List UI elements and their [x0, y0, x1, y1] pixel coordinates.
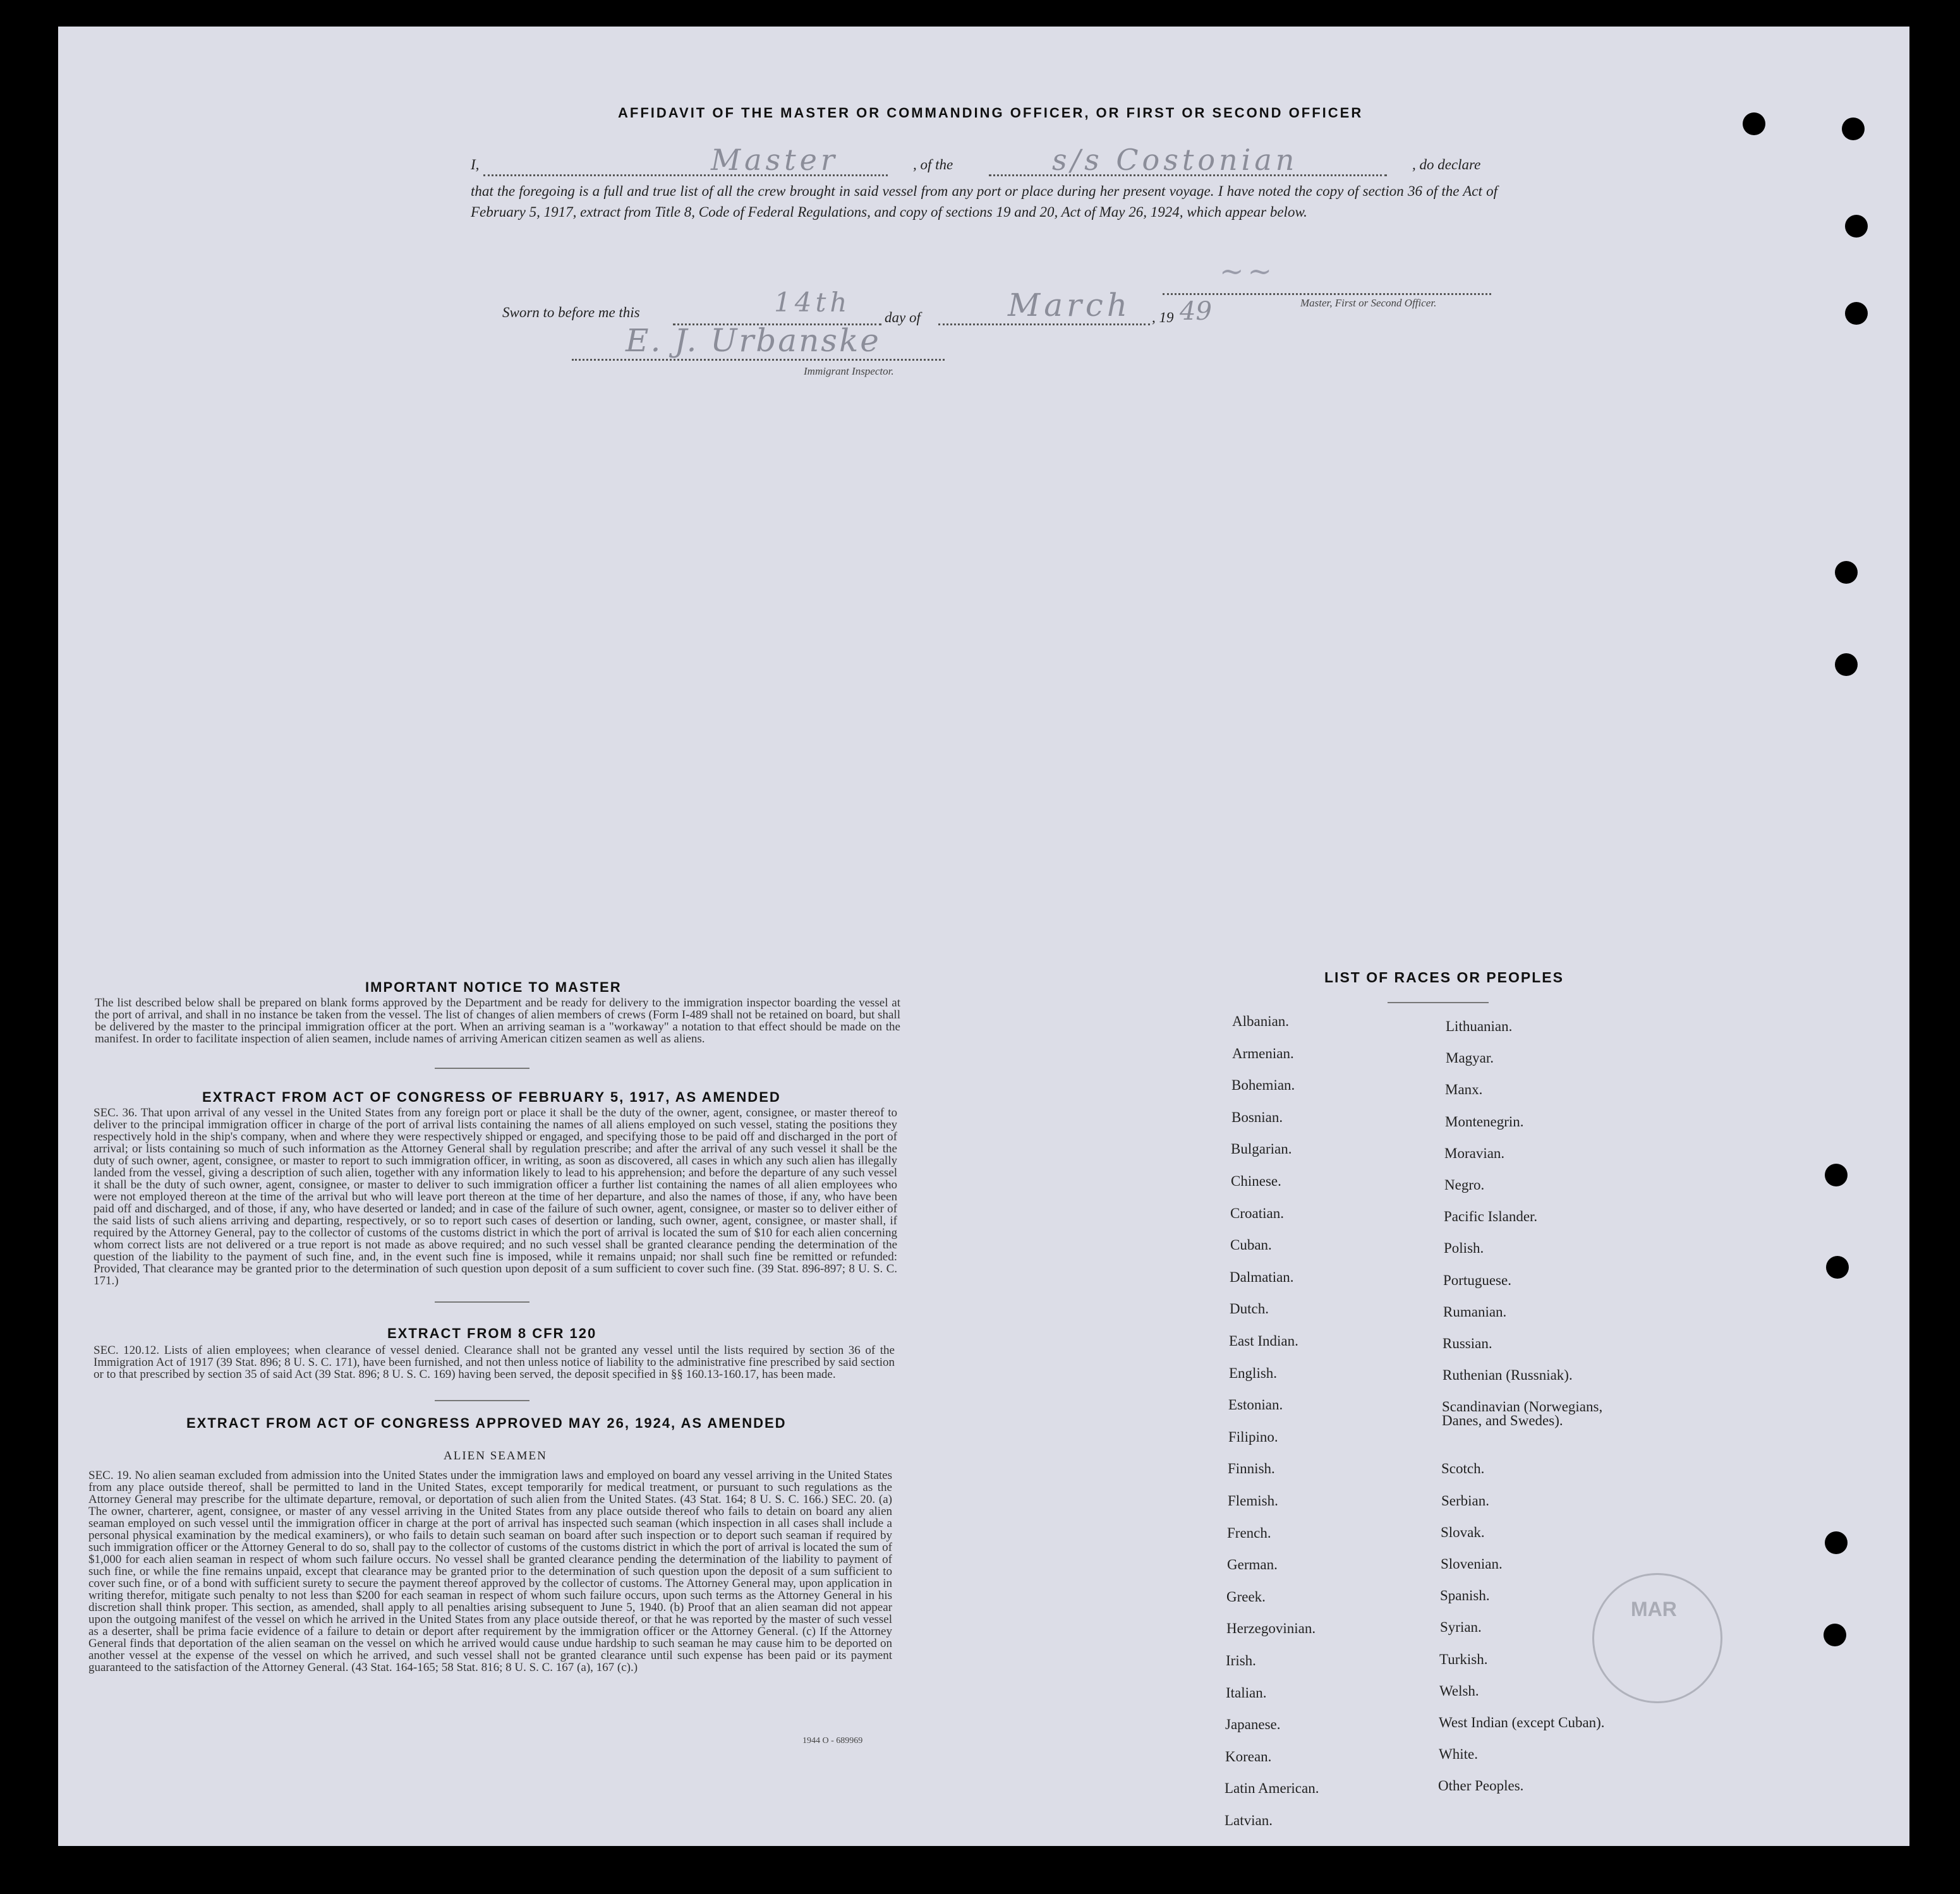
binder-hole — [1825, 1164, 1848, 1186]
year-prefix: , 19 — [1152, 310, 1174, 325]
race-item: Slovenian. — [1441, 1556, 1503, 1572]
binder-hole — [1743, 112, 1765, 135]
declaration-of-the: , of the — [913, 157, 953, 172]
divider — [1388, 1002, 1489, 1003]
extract-1924-title: EXTRACT FROM ACT OF CONGRESS APPROVED MAY 26, 1924, AS AMENDED — [186, 1415, 787, 1431]
race-item: Other Peoples. — [1438, 1778, 1524, 1794]
race-item: Polish. — [1444, 1240, 1484, 1257]
sworn-line — [502, 287, 1261, 336]
race-item: Scotch. — [1441, 1461, 1485, 1477]
race-item: Greek. — [1226, 1588, 1266, 1605]
notice-body: The list described below shall be prepared on blank forms approved by the Department and be ready for delivery to the immigration inspector boarding the vessel at the port of arrival, and shall in no instance be taken from the vessel. The list of changes of alien members of crews (Form I-489 shall not be retained on board, but shall be delivered by the master to the principal immigration officer at the port. When an arriving seaman is a "workaway" a notation to that effect should be made on the manifest. In order to facilitate inspection of alien seamen, include names of arriving American citizen seamen as well as aliens. — [95, 996, 900, 1046]
race-item: Negro. — [1444, 1177, 1485, 1193]
binder-hole — [1835, 561, 1858, 584]
race-item: Herzegovinian. — [1226, 1620, 1316, 1637]
race-item: Armenian. — [1232, 1045, 1294, 1061]
binder-hole — [1824, 1624, 1846, 1646]
race-item: Chinese. — [1231, 1173, 1281, 1189]
race-item: Portuguese. — [1443, 1272, 1511, 1288]
declaration-end: , do declare — [1412, 157, 1481, 172]
race-item: Lithuanian. — [1446, 1018, 1513, 1034]
race-item: Albanian. — [1232, 1013, 1290, 1029]
day-of-label: day of — [885, 310, 921, 325]
stamp-text: MAR — [1631, 1598, 1677, 1620]
race-item: Manx. — [1445, 1082, 1483, 1098]
divider — [435, 1301, 529, 1303]
divider — [435, 1068, 529, 1069]
race-item: Welsh. — [1439, 1682, 1479, 1699]
race-item: Estonian. — [1228, 1397, 1283, 1413]
race-item: English. — [1229, 1365, 1278, 1381]
binder-hole — [1835, 653, 1858, 676]
race-item: Japanese. — [1225, 1716, 1281, 1733]
race-item: Bosnian. — [1231, 1109, 1283, 1125]
binder-hole — [1826, 1256, 1849, 1279]
race-item: Moravian. — [1444, 1145, 1505, 1161]
extract-1924-subtitle: ALIEN SEAMEN — [444, 1449, 547, 1463]
race-item: Finnish. — [1228, 1461, 1275, 1477]
declaration-body: that the foregoing is a full and true list of all the crew brought in said vessel from any port or place during her present voyage. I have noted the copy of section 36 of the Act of February 5, 1917, extract from Title 8, Code of Federal Regulations, and copy of sections 19 and 20, Act of May 26, 1924, which appear below. — [471, 183, 1497, 220]
race-item: Turkish. — [1439, 1651, 1488, 1667]
extract-1917-body: SEC. 36. That upon arrival of any vessel in the United States from any foreign port or place it shall be the duty of the owner, agent, consignee, or master thereof to deliver to the principal immigration officer in charge of the port of arrival lists containing the names of all aliens employed on such vessel, stating the positions they respectively hold in the ship's company, when and where they were respectively shipped or engaged, and specifying those to be paid off and discharged in the port of arrival; or lists containing so much of such information as the Attorney General shall by regulation prescribe; and after the arrival of any such vessel it shall be the duty of such owner, agent, consignee, or master to report to such immigration officer, in writing, as soon as discovered, all cases in which any such alien has illegally landed from the vessel, giving a description of such alien, together with any information likely to lead to his apprehension; and before the departure of any such vessel it shall be the duty of such owner, agent, consignee, or master to deliver to such immigration officer a further list containing the names of all alien employees who were not employed thereon at the time of the arrival but who will leave port thereon at the time of her departure, and also the names of those, if any, who have been paid off and discharged, and of those, if any, who have deserted or landed; and in case of the failure of such owner, agent, consignee, or master so to deliver either of the said lists of such aliens arriving and departing, respectively, or so to report such cases of desertion or landing, such owner, agent, consignee, or master shall, if required by the Attorney General, pay to the collector of customs of the customs district in which the port of arrival is located the sum of $10 for each alien concerning whom correct lists are not delivered or a true report is not made as above required; and no such vessel shall be granted clearance pending the determination of the question of the liability to the payment of such fine, and, in the event such fine is imposed, while it remains unpaid; nor shall such fine be remitted or refunded: Provided, That clearance may be granted prior to the determination of such question upon deposit of a sum sufficient to cover such fine. (39 Stat. 896-897; 8 U. S. C. 171.) — [94, 1106, 897, 1288]
race-item: Latin American. — [1225, 1780, 1319, 1797]
notice-title: IMPORTANT NOTICE TO MASTER — [365, 979, 622, 995]
race-item: Flemish. — [1228, 1493, 1278, 1509]
binder-hole — [1845, 302, 1868, 325]
handwritten-inspector: E. J. Urbanske — [626, 322, 881, 359]
binder-hole — [1845, 215, 1868, 238]
handwritten-month: March — [1008, 287, 1132, 323]
handwritten-day: 14th — [774, 287, 851, 318]
race-item: Magyar. — [1446, 1050, 1494, 1066]
races-title: LIST OF RACES OR PEOPLES — [1324, 969, 1564, 986]
declaration-prefix: I, — [471, 157, 480, 172]
race-item: Syrian. — [1440, 1619, 1482, 1636]
race-item: Korean. — [1225, 1748, 1272, 1764]
inspector-label: Immigrant Inspector. — [804, 365, 894, 377]
handwritten-year: 49 — [1180, 297, 1212, 326]
race-item: Rumanian. — [1443, 1303, 1507, 1320]
extract-1917-title: EXTRACT FROM ACT OF CONGRESS OF FEBRUARY 5, 1917, AS AMENDED — [202, 1089, 781, 1105]
race-item: Danes, and Swedes). — [1442, 1413, 1563, 1429]
race-item: Italian. — [1226, 1684, 1267, 1701]
race-item: Ruthenian (Russniak). — [1443, 1367, 1573, 1384]
handwritten-signature: ~~ — [1219, 254, 1276, 288]
race-item: Dalmatian. — [1230, 1269, 1294, 1285]
handwritten-vessel: s/s Costonian — [1052, 143, 1298, 177]
handwritten-name: Master — [711, 143, 838, 177]
race-item: Latvian. — [1225, 1813, 1273, 1828]
race-item: Irish. — [1226, 1653, 1256, 1668]
declaration-line — [471, 143, 1501, 182]
race-item: French. — [1227, 1524, 1271, 1541]
race-item: Cuban. — [1230, 1237, 1272, 1253]
race-item: German. — [1227, 1557, 1278, 1573]
sworn-label: Sworn to before me this — [502, 305, 640, 320]
race-item: East Indian. — [1229, 1333, 1298, 1349]
race-item: White. — [1439, 1746, 1478, 1763]
race-item: Slovak. — [1441, 1524, 1485, 1540]
race-item: Montenegrin. — [1445, 1113, 1524, 1130]
race-item: Dutch. — [1230, 1301, 1269, 1317]
extract-cfr-body: SEC. 120.12. Lists of alien employees; when clearance of vessel denied. Clearance shall not be granted any vessel until the lists required by section 36 of the Immigration Act of 1917 (39 Stat. 896; 8 U. S. C. 171), have been furnished, and not then unless notice of liability to the administrative fine prescribed by said section or to that prescribed by section 35 of said Act (39 Stat. 896; 8 U. S. C. 169) having been served, the deposit specified in §§ 160.13-160.17, has been made. — [94, 1344, 895, 1381]
race-item: West Indian (except Cuban). — [1439, 1715, 1605, 1730]
print-code: 1944 O - 689969 — [802, 1736, 863, 1746]
binder-hole — [1842, 118, 1865, 140]
race-item: Croatian. — [1230, 1205, 1284, 1221]
month-blank — [938, 323, 1150, 325]
race-item: Scandinavian (Norwegians, — [1442, 1399, 1603, 1415]
extract-cfr-title: EXTRACT FROM 8 CFR 120 — [387, 1325, 597, 1341]
race-item: Serbian. — [1441, 1492, 1490, 1509]
postmark-stamp — [1592, 1573, 1722, 1703]
race-item: Bulgarian. — [1231, 1141, 1292, 1157]
affidavit-title: AFFIDAVIT OF THE MASTER OR COMMANDING OFFICER, OR FIRST OR SECOND OFFICER — [618, 105, 1364, 121]
divider — [435, 1400, 529, 1401]
binder-hole — [1825, 1531, 1848, 1554]
extract-1924-body: SEC. 19. No alien seaman excluded from admission into the United States under the immigration laws and employed on board any vessel arriving in the United States from any place outside thereof, shall be permitted to land in the United States, except temporarily for medical treatment, or pursuant to such regulations as the Attorney General may prescribe for the ultimate departure, removal, or deportation of such alien from the United States. (43 Stat. 164; 8 U. S. C. 166.) SEC. 20. (a) The owner, charterer, agent, consignee, or master of any vessel arriving in the United States from any place outside thereof who fails to detain on board any alien seaman employed on such vessel until the immigration officer in charge at the port of arrival has inspected such seaman (which inspection in all cases shall include a personal physical examination by the medical examiners), or who fails to detain such seaman on board after such inspection or to deport such seaman if required by such immigration officer or the Attorney General to do so, shall pay to the collector of customs of the customs district in which the port of arrival is located the sum of $1,000 for each alien seaman in respect of whom such failure occurs. No vessel shall be granted clearance pending the determination of the liability to payment of such fine, or while the fine remains unpaid, except that clearance may be granted prior to the determination of such question upon the deposit of a sum sufficient to cover such fine, or of a bond with sufficient surety to secure the payment thereof approved by the collector of customs. The Attorney General may, upon application in writing therefor, mitigate such penalty to not less than $200 for each seaman in respect of whom such failure occurs, upon such terms as the Attorney General in his discretion shall think proper. This section, as amended, shall apply to all penalties arising subsequent to June 5, 1940. (b) Proof that an alien seaman did not appear upon the outgoing manifest of the vessel on which he arrived in the United States from any place outside thereof, or that he was reported by the master of such vessel as a deserter, shall be prima facie evidence of a failure to detain or deport after requirement by the immigration officer or the Attorney General. (c) If the Attorney General finds that deportation of the alien seaman on the vessel on which he arrived would cause undue hardship to such seaman he may cause him to be deported on another vessel at the expense of the vessel on which he arrived, and such vessel shall not be granted clearance until such expense has been paid or its payment guaranteed to the satisfaction of the Attorney General. (43 Stat. 164-165; 58 Stat. 816; 8 U. S. C. 167 (a), 167 (c).) — [88, 1469, 892, 1674]
race-item: Russian. — [1443, 1336, 1492, 1351]
race-item: Spanish. — [1440, 1588, 1490, 1604]
officer-label: Master, First or Second Officer. — [1300, 297, 1437, 309]
race-item: Pacific Islander. — [1444, 1209, 1538, 1225]
race-item: Bohemian. — [1231, 1077, 1295, 1094]
signature-blank — [1163, 293, 1491, 295]
inspector-blank — [572, 359, 945, 361]
race-item: Filipino. — [1228, 1428, 1278, 1445]
